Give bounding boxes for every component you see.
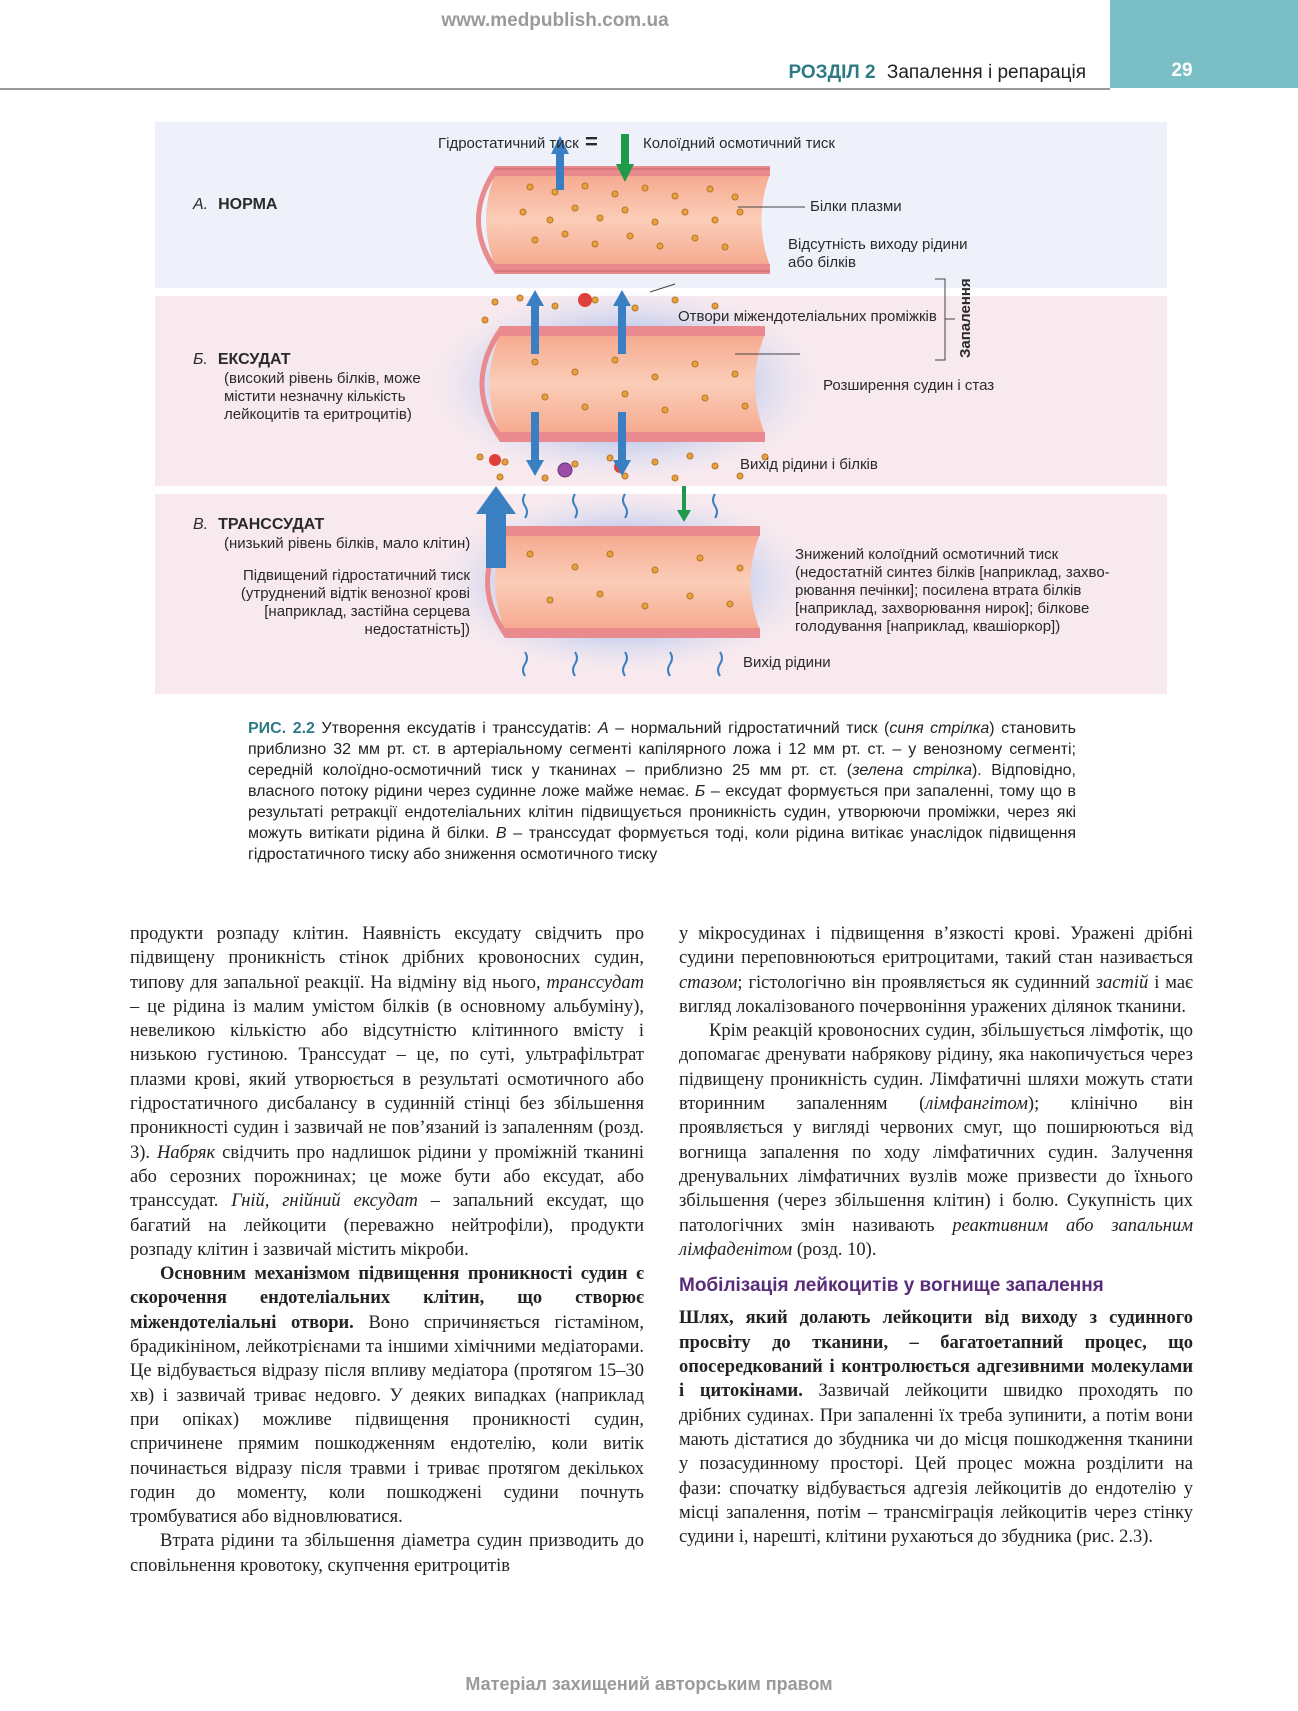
- panel-b-title: Б. ЕКСУДАТ: [193, 351, 291, 368]
- section-heading: Мобілізація лейкоцитів у вогнище запалення: [679, 1275, 1104, 1297]
- vessel-c: [485, 526, 760, 638]
- vessel-a: [476, 166, 770, 274]
- panel-a-title: А. НОРМА: [193, 196, 278, 213]
- paragraph: Втрата рідини та збільшення діаметра судин призводить до сповільнення кровотоку, скупчення еритроцитів: [130, 1531, 644, 1576]
- paragraph: у мікросудинах і підвищення в’язкості крові. Уражені дрібні судини переповнюються еритроцитами, такий стан називається стазом; гістологічно він проявляється як судинний застій і має вигляд локалізованого почервоніння уражених ділянок тканини.: [679, 924, 1193, 1017]
- label-fluid-outflow: Вихід рідини: [743, 654, 831, 671]
- figure-2-2: [155, 122, 1167, 694]
- label-endothelial-gaps: Отвори міжендотеліальних проміжків: [678, 308, 937, 325]
- label-inflammation: Запалення: [957, 278, 974, 358]
- panel-b-desc: (високий рівень білків, може містити незначну кількість лейкоцитів та еритроцитів): [224, 370, 421, 423]
- chapter-header: [788, 62, 1086, 84]
- label-fluid-protein-outflow: Вихід рідини і білків: [740, 456, 878, 473]
- text-column-left: [130, 922, 644, 1578]
- paragraph: Крім реакцій кровоносних судин, збільшується лімфотік, що допомагає дренувати набрякову рідину, яка накопичується через підвищену проникність судин. Лімфатичні шляхи можуть стати вторинним запаленням (лімфангітом); клінічно він проявляється у вигляді червоних смуг, що поширюються від вогнища запалення по ходу лімфатичних судин. Залучення дренувальних лімфатичних вузлів може призвести до їхнього збільшення (через збільшення клітин) і болю. Сукупність цих патологічних змін називають реактивним або запальним лімфаденітом (розд. 10).: [679, 1021, 1194, 1260]
- paragraph: продукти розпаду клітин. Наявність ексудату свідчить про підвищену проникність стінок дрібних кровоносних судин, типову для запальної реакції. На відміну від нього, транссудат – це рідина із малим умістом білків (в основному альбуміну), невеликою кількістю або відсутністю клітинного вмісту і низькою густиною. Транссудат – це, по суті, ультрафільтрат плазми крові, який утворюється в результаті осмотичного або гідростатичного дисбалансу в судинній стінці без збільшення проникності судин і зазвичай не пов’язаний із запаленням (розд. 3). Набряк свідчить про надлишок рідини у проміжній тканині або серозних порожнинах; це може бути або ексудат, або транссудат. Гній, гнійний ексудат – запальний ексудат, що багатий на лейкоцити (переважно нейтрофіли), продукти розпаду клітин і зазвичай містить мікроби.: [130, 924, 645, 1260]
- copyright-footer: Матеріал захищений авторським правом: [465, 1674, 833, 1694]
- panel-c-desc: (низький рівень білків, мало клітин): [224, 535, 471, 552]
- label-increased-hydrostatic: Підвищений гідростатичний тиск (утруднений відтік венозної крові [наприклад, застійна серцева недостатність]): [240, 567, 470, 638]
- label-oncotic-pressure: Колоїдний осмотичний тиск: [643, 135, 835, 152]
- caption-label: РИС. 2.2: [248, 720, 315, 737]
- label-plasma-proteins: Білки плазми: [810, 198, 902, 215]
- figure-caption: РИС. 2.2 Утворення ексудатів і транссудатів: А – нормальний гідростатичний тиск (синя стрілка) становить приблизно 32 мм рт. ст. в артеріальному сегменті капілярного ложа і 12 мм рт. ст. – у венозному сегменті; середній колоїдно-осмотичний тиск у тканинах – приблизно 25 мм рт. ст. (зелена стрілка). Відповідно, власного потоку рідини через судинне ложе майже немає. Б – ексудат формується при запаленні, тому що в результаті ретракції ендотеліальних клітин підвищується проникність судин, утворюючи проміжки, через які можуть витікати рідина й білки. В – транссудат формується тоді, коли рідина витікає унаслідок підвищення гідростатичного тиску або зниження осмотичного тиску: [248, 720, 1077, 863]
- paragraph: Основним механізмом підвищення проникності судин є скорочення ендотеліальних клітин, що створює міжендотеліальні отвори. Воно спричиняється гістаміном, брадикініном, лейкотрієнами та іншими хімічними медіаторами. Це відбувається відразу після впливу медіатора (протягом 15–30 хв) і зазвичай триває недовго. У деяких випадках (наприклад при опіках) можливе підвищення проникності судин, спричинене прямим пошкодженням ендотелію, коли витік починається відразу після травми і триває протягом декількох годин до моменту, коли пошкоджені судини почнуть тромбуватися або відновлюватися.: [130, 1264, 644, 1528]
- site-url[interactable]: www.medpublish.com.ua: [441, 10, 669, 31]
- paragraph: Шлях, який долають лейкоцити від виходу з судинного просвіту до тканини, – багатоетапний процес, що опосередкований і контролюється адгезивними молекулами і цитокінами. Зазвичай лейкоцити швидко проходять по дрібних судинах. При запаленні їх треба зупинити, а потім вони мають дістатися до збудника чи до місця пошкодження тканини у позасудинному просторі. Цей процес можна розділити на фази: спочатку відбувається адгезія лейкоцитів до ендотелію у місці запалення, потім – трансміграція лейкоцитів через стінку судини і, нарешті, клітини рухаються до збудника (рис. 2.3).: [679, 1308, 1193, 1548]
- label-no-outflow-2: або білків: [788, 254, 856, 271]
- chapter-title: Запалення і репарація: [886, 62, 1086, 83]
- panel-c-title: В. ТРАНССУДАТ: [193, 516, 325, 533]
- page-number: 29: [1171, 60, 1193, 81]
- label-vasodilation-stasis: Розширення судин і стаз: [823, 377, 995, 394]
- label-hydrostatic-pressure: Гідростатичний тиск: [438, 135, 579, 152]
- label-decreased-oncotic: Знижений колоїдний осмотичний тиск (недостатній синтез білків [наприклад, захво- рювання печінки]; посилена втрата білків [наприклад, захворювання нирок]; білкове голодування [наприклад, квашіоркор]): [795, 546, 1110, 635]
- header-rule: [0, 88, 1110, 90]
- text-column-right: [679, 922, 1193, 1549]
- chapter-label: РОЗДІЛ 2: [788, 62, 876, 83]
- label-no-outflow-1: Відсутність виходу рідини: [788, 236, 968, 253]
- equals-sign: =: [585, 129, 598, 154]
